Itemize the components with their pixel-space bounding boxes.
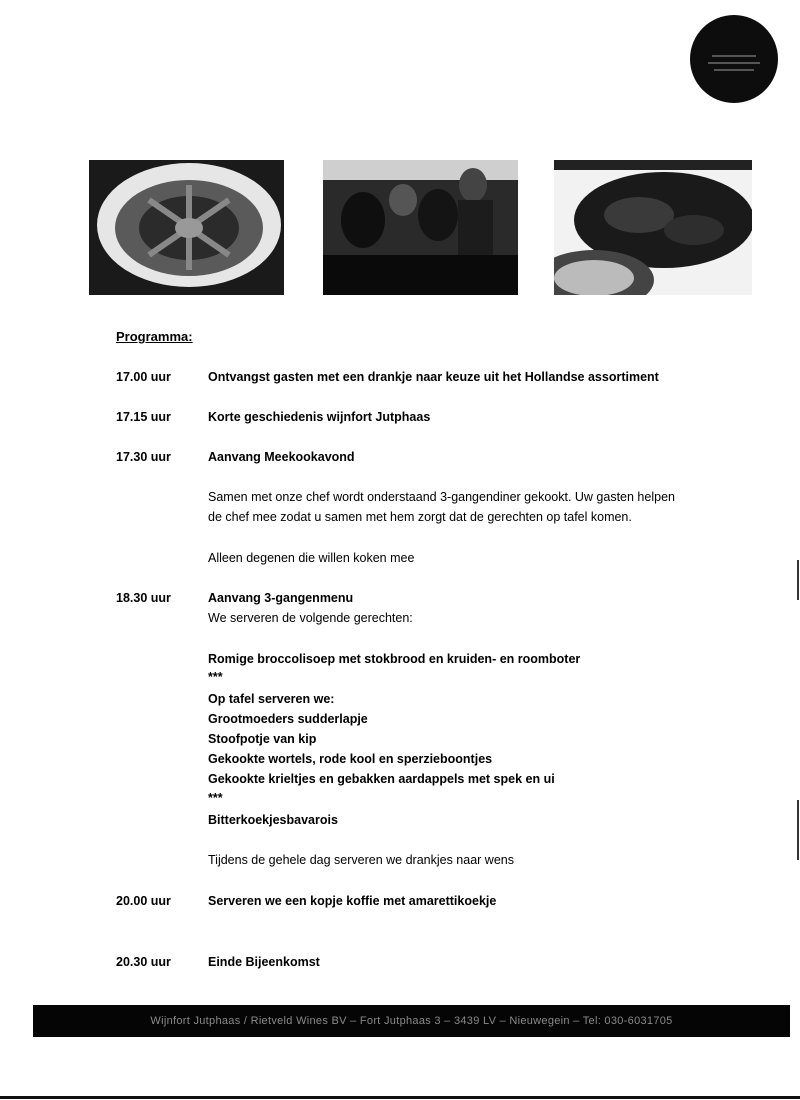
schedule-time: 17.00 uur bbox=[116, 370, 171, 384]
logo bbox=[690, 15, 778, 103]
schedule-time: 20.30 uur bbox=[116, 955, 171, 969]
meekook-line-2: de chef mee zodat u samen met hem zorgt dat de gerechten op tafel komen. bbox=[208, 510, 632, 524]
menu-starter: Romige broccolisoep met stokbrood en kruiden- en roomboter bbox=[208, 652, 581, 666]
menu-item: Gekookte krieltjes en gebakken aardappels met spek en ui bbox=[208, 772, 555, 786]
schedule-time: 20.00 uur bbox=[116, 894, 171, 908]
bottom-rule bbox=[0, 1096, 800, 1099]
menu-drinks: Tijdens de gehele dag serveren we drankjes naar wens bbox=[208, 853, 514, 867]
menu-dessert: Bitterkoekjesbavarois bbox=[208, 813, 338, 827]
schedule-desc: Serveren we een kopje koffie met amarettikoekje bbox=[208, 894, 497, 908]
schedule-desc: Korte geschiedenis wijnfort Jutphaas bbox=[208, 410, 431, 424]
schedule-desc: Ontvangst gasten met een drankje naar keuze uit het Hollandse assortiment bbox=[208, 370, 659, 384]
schedule-time: 18.30 uur bbox=[116, 591, 171, 605]
meekook-line-1: Samen met onze chef wordt onderstaand 3-gangendiner gekookt. Uw gasten helpen bbox=[208, 490, 675, 504]
menu-main-title: Op tafel serveren we: bbox=[208, 692, 335, 706]
scan-edge bbox=[797, 560, 799, 600]
photo-dish bbox=[89, 160, 284, 295]
menu-item: Gekookte wortels, rode kool en sperzieboontjes bbox=[208, 752, 493, 766]
schedule-time: 17.15 uur bbox=[116, 410, 171, 424]
menu-separator: *** bbox=[208, 791, 223, 805]
meekook-note: Alleen degenen die willen koken mee bbox=[208, 551, 415, 565]
footer-bar: Wijnfort Jutphaas / Rietveld Wines BV – Fort Jutphaas 3 – 3439 LV – Nieuwegein – Tel: 030-6031705 bbox=[33, 1005, 790, 1037]
program-heading: Programma: bbox=[116, 329, 193, 344]
menu-item: Stoofpotje van kip bbox=[208, 732, 317, 746]
schedule-time: 17.30 uur bbox=[116, 450, 171, 464]
schedule-desc: Aanvang 3-gangenmenu bbox=[208, 591, 354, 605]
photo-guests bbox=[323, 160, 518, 295]
scan-edge bbox=[797, 800, 799, 860]
schedule-desc: Einde Bijeenkomst bbox=[208, 955, 320, 969]
menu-item: Grootmoeders sudderlapje bbox=[208, 712, 368, 726]
menu-intro: We serveren de volgende gerechten: bbox=[208, 611, 413, 625]
schedule-desc: Aanvang Meekookavond bbox=[208, 450, 355, 464]
photo-meat-dish bbox=[554, 160, 752, 295]
menu-separator: *** bbox=[208, 670, 223, 684]
